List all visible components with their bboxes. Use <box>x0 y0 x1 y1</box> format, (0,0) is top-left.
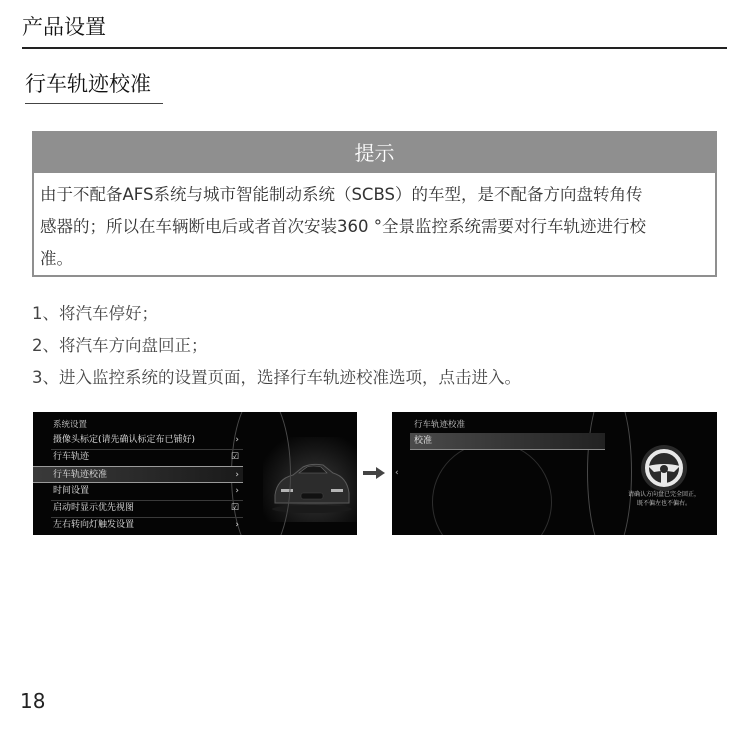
section-underline <box>25 103 163 104</box>
tip-line: 感器的；所以在车辆断电后或者首次安装360 °全景监控系统需要对行车轨迹进行校 <box>40 217 646 236</box>
caption-line: 既不偏左也不偏右。 <box>636 500 691 507</box>
decorative-arc <box>432 442 552 535</box>
chevron-right-icon: › <box>235 470 239 480</box>
menu-item[interactable] <box>33 449 243 466</box>
decorative-arc <box>587 412 632 535</box>
steps-list <box>32 298 521 394</box>
caption-line: 请确认方向盘已完全回正， <box>627 491 700 498</box>
page-header-title: 产品设置 <box>22 15 106 39</box>
menu-item-label: 行车轨迹校准 <box>53 470 108 480</box>
chevron-right-icon: › <box>235 520 239 530</box>
header-divider <box>22 47 727 49</box>
menu-item-label: 摄像头标定(请先确认标定布已铺好) <box>53 435 196 445</box>
menu-item-label: 行车轨迹 <box>53 452 90 462</box>
menu-item-selected[interactable] <box>33 466 243 483</box>
calibration-screenshot <box>392 412 717 535</box>
steering-wheel-icon <box>640 444 688 492</box>
checkbox-icon[interactable]: ☑ <box>230 503 239 513</box>
tip-box <box>32 131 717 277</box>
checkbox-icon[interactable]: ☑ <box>230 452 239 462</box>
chevron-right-icon: › <box>235 435 239 445</box>
tip-body <box>34 173 715 275</box>
section-title: 行车轨迹校准 <box>25 72 151 96</box>
tip-line: 由于不配备AFS系统与城市智能制动系统（SCBS）的车型，是不配备方向盘转角传 <box>40 185 643 204</box>
step-item: 2、将汽车方向盘回正； <box>32 336 208 355</box>
calibrate-item[interactable]: 校准 <box>410 433 605 450</box>
right-arrow-icon <box>363 467 385 479</box>
menu-title: 系统设置 <box>53 420 88 430</box>
menu-item[interactable] <box>33 500 243 517</box>
menu-item[interactable] <box>33 432 243 449</box>
step-item: 3、进入监控系统的设置页面，选择行车轨迹校准选项，点击进入。 <box>32 368 521 387</box>
page-number: 18 <box>20 689 46 713</box>
menu-item-label: 启动时显示优先视图 <box>53 503 135 513</box>
calibration-caption <box>610 490 717 508</box>
chevron-left-icon[interactable]: ‹ <box>395 468 399 478</box>
tip-line: 准。 <box>40 249 73 268</box>
menu-item-label: 时间设置 <box>53 486 90 496</box>
menu-item[interactable] <box>33 483 243 500</box>
settings-screenshot <box>33 412 357 535</box>
menu-item[interactable] <box>33 517 243 534</box>
calibration-title: 行车轨迹校准 <box>414 420 466 430</box>
tip-heading: 提示 <box>34 133 715 173</box>
step-item: 1、将汽车停好； <box>32 304 158 323</box>
chevron-right-icon: › <box>235 486 239 496</box>
menu-item-label: 左右转向灯触发设置 <box>53 520 135 530</box>
